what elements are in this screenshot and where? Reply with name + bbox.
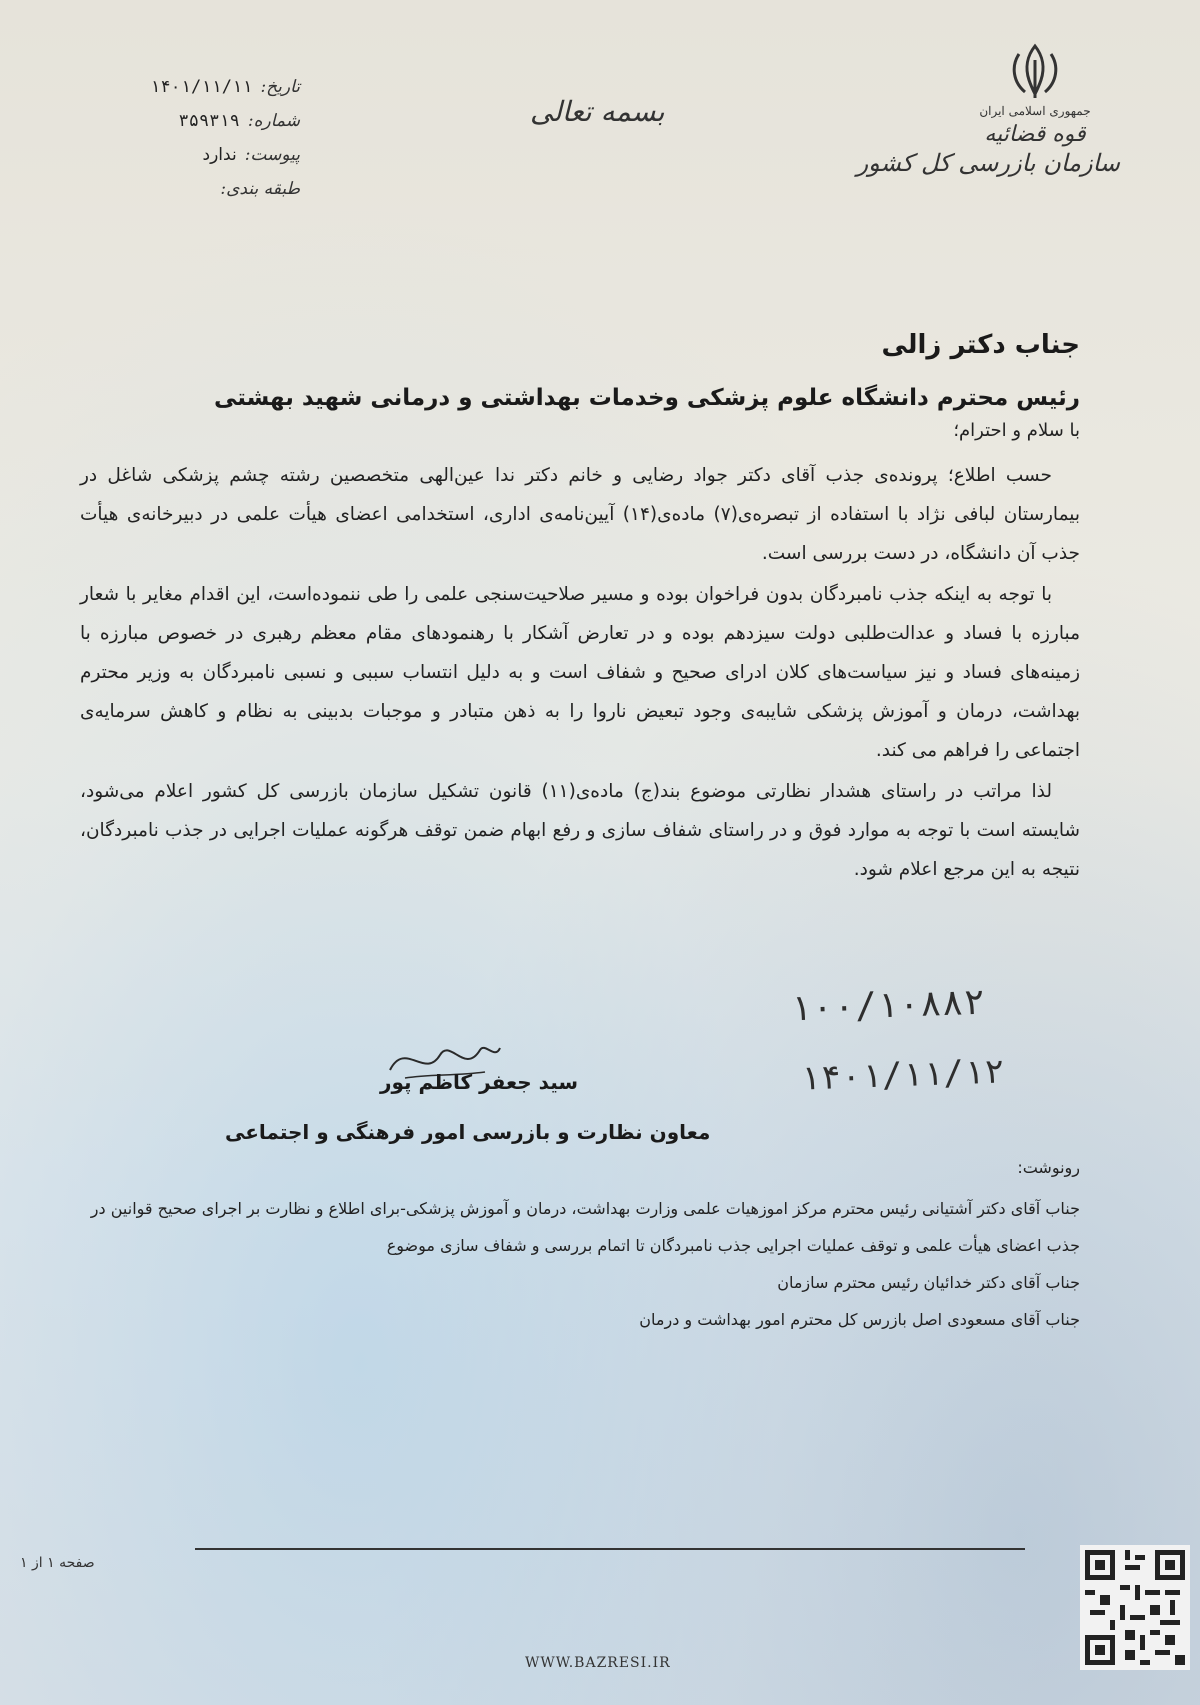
attachment-label: پیوست: [244, 145, 300, 165]
attachment-row [60, 138, 300, 172]
number-label: شماره: [247, 111, 300, 131]
cc-list [80, 1190, 1080, 1338]
footer-divider [195, 1548, 1025, 1550]
greeting: با سلام و احترام؛ [953, 420, 1080, 441]
cc-item: جناب آقای دکتر خدائیان رئیس محترم سازمان [777, 1273, 1080, 1292]
attachment-value: ندارد [202, 145, 237, 165]
number-row [60, 104, 300, 138]
page-number: صفحه ۱ از ۱ [20, 1555, 95, 1571]
cc-heading: رونوشت: [1017, 1158, 1080, 1177]
date-label: تاریخ: [260, 77, 300, 97]
iran-emblem-icon [1005, 40, 1065, 102]
cc-item: جناب آقای دکتر آشتیانی رئیس محترم مرکز اموزهیات علمی وزارت بهداشت، درمان و آموزش پزشکی-برای اطلاع و نظارت بر اجرای صحیح قوانین در جذب اعضای هیأت علمی و توقف عملیات اجرایی جذب نامبردگان تا اتمام بررسی و شفاف سازی موضوع [90, 1199, 1080, 1255]
basmala: بسمه تعالی [530, 95, 665, 128]
letter-meta [60, 70, 300, 206]
number-value: ۳۵۹۳۱۹ [178, 111, 240, 131]
classification-row [60, 172, 300, 206]
handwritten-number: ۱۰۰/۱۰۸۸۲ [789, 981, 986, 1030]
signatory-title: معاون نظارت و بازرسی امور فرهنگی و اجتماعی [225, 1120, 711, 1144]
qr-code-icon [1080, 1545, 1190, 1670]
body-paragraph-1: حسب اطلاع؛ پرونده‌ی جذب آقای دکتر جواد رضایی و خانم دکتر ندا عین‌الهی متخصصین رشته چشم پزشکی شاغل در بیمارستان لبافی نژاد با استفاده از تبصره‌ی(۷) ماده‌ی(۱۴) آیین‌نامه‌ی اداری، استخدامی اعضای هیأت علمی در دبیرخانه‌ی هیأت جذب آن دانشگاه، در دست بررسی است. [80, 465, 1080, 564]
website-url: WWW.BAZRESI.IR [525, 1655, 671, 1671]
cc-item: جناب آقای مسعودی اصل بازرس کل محترم امور بهداشت و درمان [639, 1310, 1080, 1329]
handwritten-date: ۱۴۰۱/۱۱/۱۲ [799, 1051, 1006, 1099]
body-paragraph-2: با توجه به اینکه جذب نامبردگان بدون فراخوان بوده و مسیر صلاحیت‌سنجی علمی را طی ننموده‌است، این اقدام مغایر با شعار مبارزه با فساد و عدالت‌طلبی دولت سیزدهم بوده و در تعارض آشکار با رهنمودهای مقام معظم رهبری در خصوص مبارزه با زمینه‌های فساد و نیز سیاست‌های کلان ادرای صحیح و شفاف است و به دلیل انتساب سببی و نسبی نامبردگان به وزیر محترم بهداشت، درمان و آموزش پزشکی شایبه‌ی وجود تبعیض ناروا را به ذهن متبادر و موجبات بدبینی به نظام و کاهش سرمایه‌ی اجتماعی را فراهم می کند. [80, 584, 1080, 761]
emblem-block [856, 40, 1120, 177]
date-row [60, 70, 300, 104]
classification-label: طبقه بندی: [220, 179, 300, 199]
date-value: ۱۴۰۱/۱۱/۱۱ [150, 77, 253, 97]
addressee-title: رئیس محترم دانشگاه علوم پزشکی وخدمات بهداشتی و درمانی شهید بهشتی [213, 385, 1080, 411]
letter-body [80, 456, 1080, 891]
organization-label: سازمان بازرسی کل کشور [856, 149, 1120, 177]
judiciary-label: قوه قضائیه [984, 122, 1086, 147]
body-paragraph-3: لذا مراتب در راستای هشدار نظارتی موضوع بند(ج) ماده‌ی(۱۱) قانون تشکیل سازمان بازرسی کل کشور اعلام می‌شود، شایسته است با توجه به موارد فوق و در راستای شفاف سازی و رفع ابهام ضمن توقف هرگونه عملیات اجرایی در جذب نامبردگان، نتیجه به این مرجع اعلام شود. [80, 781, 1080, 880]
addressee-name: جناب دکتر زالی [881, 330, 1080, 360]
signatory-name: سید جعفر کاظم پور [380, 1070, 579, 1094]
emblem-subtitle: جمهوری اسلامی ایران [979, 104, 1091, 118]
